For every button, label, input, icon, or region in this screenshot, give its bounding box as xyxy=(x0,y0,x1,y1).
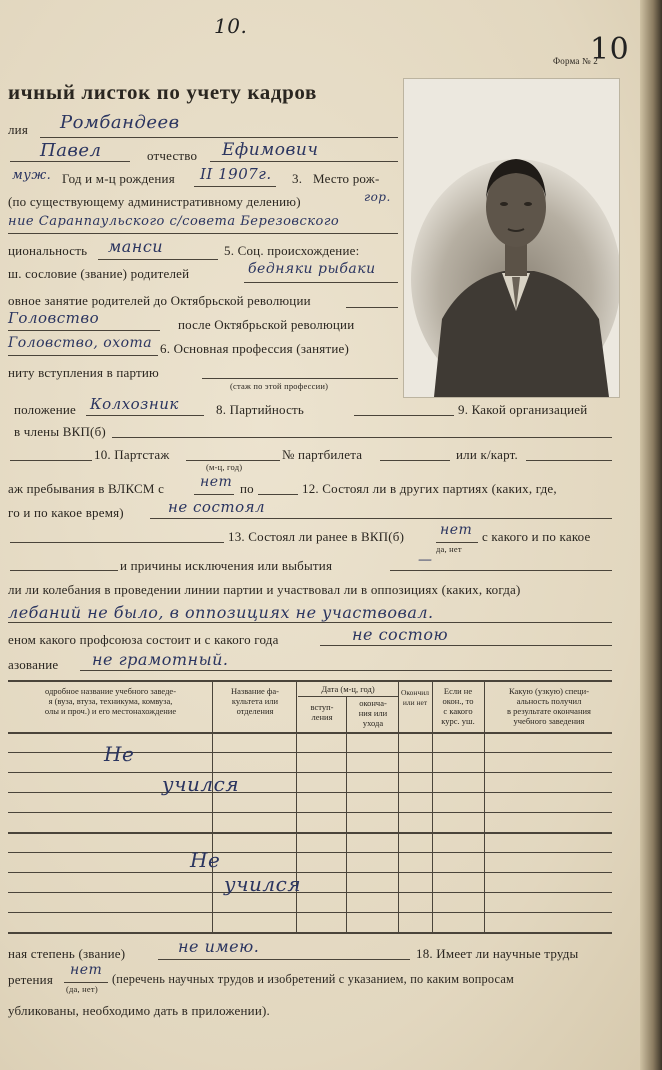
card-number-label: № партбилета xyxy=(282,447,363,462)
table-row-line xyxy=(8,852,612,853)
table-top-border xyxy=(8,680,612,682)
table-header-institution: одробное название учебного заведе- я (вуза, втуза, техникума, комвуза, олы и проч.) и его местонахождение xyxy=(44,686,177,716)
parents-occupation-line-2 xyxy=(8,355,158,356)
month-year-label: (м-ц, год) xyxy=(206,462,243,472)
former-vkp-since-label: с какого и по какое xyxy=(482,529,591,544)
table-row-line xyxy=(8,832,612,834)
education-line xyxy=(80,670,612,671)
patronymic-line xyxy=(210,161,398,162)
table-header-bottom xyxy=(8,732,612,734)
name-line xyxy=(10,161,130,162)
degree-line xyxy=(158,959,410,960)
page-title: ичный листок по учету кадров xyxy=(8,80,317,104)
sex-value: муж. xyxy=(12,168,52,183)
parents-status-value: бедняки рыбаки xyxy=(248,261,376,277)
degree-value: не имею. xyxy=(178,937,260,956)
table-header-course: Если не окон., то с какого курс. уш. xyxy=(441,686,475,726)
nationality-label: циональность xyxy=(8,243,88,258)
vlksm-to-label: по xyxy=(240,481,254,496)
table-col-line xyxy=(212,680,213,932)
table-row-line xyxy=(8,872,612,873)
inventions-yes-no: (да, нет) xyxy=(66,984,98,994)
table-bottom-border xyxy=(8,932,612,934)
other-parties-value: не состоял xyxy=(168,498,266,516)
admin-division-label: (по существующему административному делению) xyxy=(8,194,301,209)
surname-label: лия xyxy=(8,122,29,137)
party-entry-label: ниту вступления в партию xyxy=(8,365,159,380)
birth-line xyxy=(194,186,276,187)
corner-number: 10 xyxy=(590,32,630,67)
table-row-line xyxy=(8,812,612,813)
inventions-label: ретения xyxy=(8,972,54,987)
experience-label: (стаж по этой профессии) xyxy=(230,381,329,391)
place-value-2: ние Саранпаульского с/совета Березовского xyxy=(8,214,340,229)
table-handwriting-3: Не xyxy=(190,848,221,872)
table-handwriting-4: учился xyxy=(224,872,302,896)
table-row-line xyxy=(8,912,612,913)
table-header-specialty: Какую (узкую) специ- альность получил в результате окончания учебного заведения xyxy=(507,686,591,726)
table-date-split xyxy=(298,696,398,697)
published-label: убликованы, необходимо дать в приложении). xyxy=(8,1003,270,1018)
table-row-line xyxy=(8,792,612,793)
partisan-line xyxy=(354,415,454,416)
table-handwriting-1: Не xyxy=(104,742,135,766)
union-value: не состою xyxy=(352,625,449,644)
place-number: 3. xyxy=(292,171,303,186)
former-vkp-pre-line xyxy=(10,542,224,543)
place-line xyxy=(8,233,398,234)
former-vkp-yes-no: да, нет xyxy=(436,544,462,554)
parents-occupation-line-1 xyxy=(8,330,160,331)
page-edge xyxy=(640,0,662,1070)
union-line xyxy=(320,645,612,646)
nationality-line xyxy=(98,259,218,260)
other-parties-label: 12. Состоял ли в других партиях (каких, где, xyxy=(302,481,557,496)
position-label: положение xyxy=(14,402,77,417)
name-value: Павел xyxy=(40,140,102,161)
degree-label: ная степень (звание) xyxy=(8,946,126,961)
position-value: Колхозник xyxy=(90,395,179,413)
page-number: 10. xyxy=(214,14,248,38)
exclusion-value: — xyxy=(418,552,433,568)
table-col-line xyxy=(346,696,347,932)
card-or-label: или к/карт. xyxy=(456,447,518,462)
vlksm-to-line xyxy=(258,494,298,495)
table-header-faculty: Название фа- культета или отделения xyxy=(230,686,280,716)
birth-label: Год и м-ц рождения xyxy=(62,171,175,186)
partisan-label: 8. Партийность xyxy=(216,402,305,417)
works-label: 18. Имеет ли научные труды xyxy=(416,946,579,961)
hesitation-value: лебаний не было, в оппозициях не участвовал. xyxy=(8,603,434,622)
table-header-finished: Окончил или нет xyxy=(401,688,429,707)
patronymic-value: Ефимович xyxy=(222,140,319,160)
table-row-line xyxy=(8,772,612,773)
vkp-line xyxy=(112,437,612,438)
hesitation-label: ли ли колебания в проведении линии партии и участвовал ли в оппозициях (каких, когда) xyxy=(8,582,521,597)
education-value: не грамотный. xyxy=(92,650,229,669)
table-header-entry: вступ- ления xyxy=(310,702,334,722)
former-vkp-line xyxy=(436,542,478,543)
union-label: еном какого профсоюза состоит и с какого года xyxy=(8,632,279,647)
surname-line xyxy=(40,137,398,138)
other-parties-line xyxy=(150,518,612,519)
hesitation-line xyxy=(8,622,612,623)
birth-value: II 1907г. xyxy=(200,165,272,183)
table-col-line xyxy=(484,680,485,932)
former-vkp-value: нет xyxy=(440,522,473,538)
table-header-date: Дата (м-ц, год) xyxy=(321,684,375,694)
place-value-1: гор. xyxy=(364,190,391,204)
table-header-leaving: оконча- ния или ухода xyxy=(358,698,388,728)
vlksm-from-value: нет xyxy=(200,474,233,490)
education-label: азование xyxy=(8,657,59,672)
exclusion-line xyxy=(390,570,612,571)
parents-occupation-line xyxy=(346,307,398,308)
vlksm-from-line xyxy=(194,494,234,495)
portrait-image xyxy=(404,79,619,397)
origin-label: 5. Соц. происхождение: xyxy=(224,243,360,258)
table-col-line xyxy=(432,680,433,932)
inventions-description: (перечень научных трудов и изобретений с указанием, по каким вопросам xyxy=(112,972,514,986)
vlksm-label: аж пребывания в ВЛКСМ с xyxy=(8,481,165,496)
other-when-label: го и по какое время) xyxy=(8,505,124,520)
inventions-line xyxy=(64,982,108,983)
parents-status-label: ш. сословие (звание) родителей xyxy=(8,266,190,281)
parents-status-line xyxy=(244,282,398,283)
table-col-line xyxy=(398,680,399,932)
card-or-line xyxy=(526,460,612,461)
former-vkp-label: 13. Состоял ли ранее в ВКП(б) xyxy=(228,529,405,544)
partstazh-pre-line xyxy=(10,460,92,461)
organization-label: 9. Какой организацией xyxy=(458,402,588,417)
partstazh-label: 10. Партстаж xyxy=(94,447,170,462)
exclusion-pre-line xyxy=(10,570,118,571)
vkp-label: в члены ВКП(б) xyxy=(14,424,106,439)
portrait-photo xyxy=(403,78,620,398)
parents-occupation-label: овное занятие родителей до Октябрьской революции xyxy=(8,293,311,308)
inventions-value: нет xyxy=(70,962,103,978)
position-line xyxy=(86,415,204,416)
parents-occupation-value-1: Головство xyxy=(8,309,100,327)
table-handwriting-2: учился xyxy=(162,772,240,796)
parents-occupation-value-2: Головство, охота xyxy=(8,335,153,351)
after-revolution-label: после Октябрьской революции xyxy=(178,317,355,332)
partstazh-line xyxy=(186,460,280,461)
form-label: Форма № 2 xyxy=(553,56,598,66)
party-entry-line xyxy=(202,378,398,379)
place-label: Место рож- xyxy=(313,171,380,186)
profession-label: 6. Основная профессия (занятие) xyxy=(160,341,350,356)
patronymic-label: отчество xyxy=(147,148,198,163)
table-row-line xyxy=(8,892,612,893)
surname-value: Ромбандеев xyxy=(60,112,180,133)
exclusion-label: и причины исключения или выбытия xyxy=(120,558,333,573)
table-row-line xyxy=(8,752,612,753)
nationality-value: манси xyxy=(108,237,164,256)
card-number-line xyxy=(380,460,450,461)
